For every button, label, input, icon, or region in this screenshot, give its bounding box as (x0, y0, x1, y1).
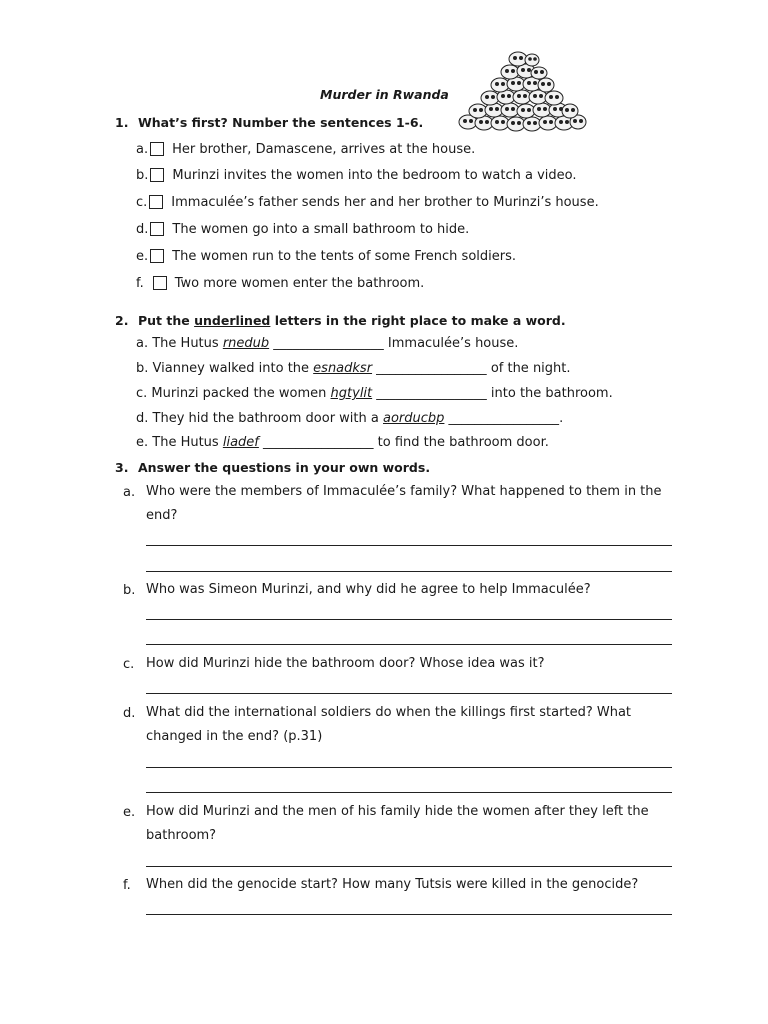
number-checkbox[interactable] (150, 142, 164, 156)
answer-blank[interactable]: _________________ (444, 411, 560, 426)
item-letter: b. (136, 168, 149, 183)
item-text: Her brother, Damascene, arrives at the house. (172, 142, 476, 157)
order-item (136, 142, 475, 157)
question-text: What did the international soldiers do when the killings first started? What changed in the end? (p.31) (146, 705, 632, 744)
answer-line[interactable] (146, 914, 672, 915)
order-item (136, 168, 577, 183)
number-checkbox[interactable] (150, 249, 164, 263)
answer-line[interactable] (146, 693, 672, 694)
item-letter: d. (136, 222, 149, 237)
page-title: Murder in Rwanda (320, 87, 449, 102)
question-text: How did Murinzi hide the bathroom door? Whose idea was it? (146, 656, 545, 671)
item-letter: f. (136, 276, 144, 291)
skull-pile-icon (456, 48, 588, 132)
scrambled-word: aorducbp (383, 411, 445, 426)
section-1-number: 1. (115, 115, 129, 130)
order-item (136, 222, 469, 237)
item-text: Murinzi invites the women into the bedroom to watch a video. (172, 168, 577, 183)
question-letter: f. (123, 878, 131, 893)
order-item (136, 276, 424, 291)
item-letter: e. (136, 249, 149, 264)
question-letter: d. (123, 706, 136, 721)
number-checkbox[interactable] (150, 222, 164, 236)
section-2-number: 2. (115, 313, 129, 328)
scrambled-word: esnadksr (313, 361, 373, 376)
item-text: The women go into a small bathroom to hide. (172, 222, 470, 237)
answer-line[interactable] (146, 545, 672, 546)
question-letter: e. (123, 805, 136, 820)
question-text: How did Murinzi and the men of his family hide the women after they left the bathroom? (146, 804, 649, 843)
unscramble-item: c. Murinzi packed the women hgtylit _________________ into the bathroom. (136, 386, 613, 401)
underlined-word: underlined (194, 313, 271, 328)
answer-line[interactable] (146, 619, 672, 620)
answer-blank[interactable]: _________________ (269, 336, 388, 351)
question-letter: c. (123, 657, 135, 672)
number-checkbox[interactable] (150, 168, 164, 182)
section-1-heading: What’s first? Number the sentences 1-6. (138, 115, 424, 130)
section-2-heading: Put the underlined letters in the right place to make a word. (138, 313, 566, 328)
section-3-heading: Answer the questions in your own words. (138, 460, 431, 475)
unscramble-item: b. Vianney walked into the esnadksr _________________ of the night. (136, 361, 571, 376)
unscramble-item: d. They hid the bathroom door with a aorducbp _________________. (136, 411, 564, 426)
answer-line[interactable] (146, 792, 672, 793)
question-letter: a. (123, 485, 136, 500)
item-text: Two more women enter the bathroom. (174, 276, 425, 291)
answer-blank[interactable]: _________________ (372, 361, 491, 376)
answer-blank[interactable]: _________________ (372, 386, 491, 401)
number-checkbox[interactable] (153, 276, 167, 290)
item-text: The women run to the tents of some French soldiers. (172, 249, 516, 264)
order-item (136, 195, 599, 210)
question-text: Who were the members of Immaculée’s family? What happened to them in the end? (146, 484, 662, 523)
answer-line[interactable] (146, 571, 672, 572)
scrambled-word: hgtylit (330, 386, 373, 401)
question-text: When did the genocide start? How many Tutsis were killed in the genocide? (146, 877, 639, 892)
item-letter: c. (136, 195, 148, 210)
item-letter: a. (136, 142, 149, 157)
unscramble-item: e. The Hutus liadef _________________ to find the bathroom door. (136, 435, 549, 450)
answer-line[interactable] (146, 767, 672, 768)
section-3-number: 3. (115, 460, 129, 475)
answer-line[interactable] (146, 644, 672, 645)
question-letter: b. (123, 583, 136, 598)
answer-line[interactable] (146, 866, 672, 867)
item-text: Immaculée’s father sends her and her brother to Murinzi’s house. (171, 195, 599, 210)
scrambled-word: liadef (222, 435, 259, 450)
number-checkbox[interactable] (149, 195, 163, 209)
answer-blank[interactable]: _________________ (258, 435, 378, 450)
unscramble-item: a. The Hutus rnedub _________________ Immaculée’s house. (136, 336, 519, 351)
scrambled-word: rnedub (222, 336, 270, 351)
order-item (136, 249, 516, 264)
question-text: Who was Simeon Murinzi, and why did he agree to help Immaculée? (146, 582, 591, 597)
